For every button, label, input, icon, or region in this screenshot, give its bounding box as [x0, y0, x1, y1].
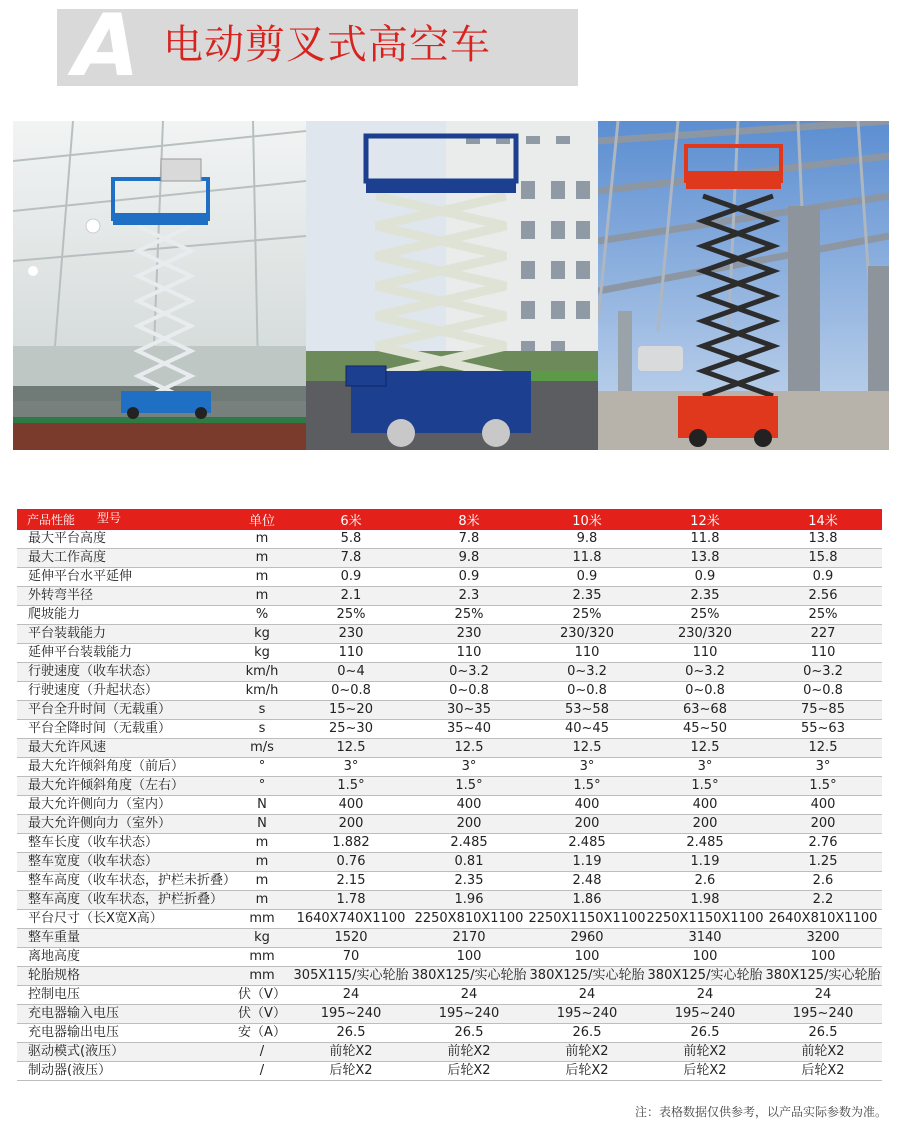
table-cell: 200 — [410, 815, 528, 834]
table-cell: 5.8 — [292, 530, 410, 549]
unit-header: 单位 — [232, 509, 292, 530]
table-cell: 1.19 — [528, 853, 646, 872]
table-cell: 后轮X2 — [646, 1062, 764, 1081]
table-cell: 13.8 — [764, 530, 882, 549]
corner-col-label: 型号 — [97, 511, 122, 525]
row-label: 爬坡能力 — [17, 606, 232, 625]
table-cell: 25% — [528, 606, 646, 625]
table-row — [17, 1024, 882, 1043]
photo-steel-structure — [598, 121, 889, 450]
table-row — [17, 606, 882, 625]
row-unit: % — [232, 606, 292, 625]
model-header: 10米 — [528, 509, 646, 530]
row-label: 平台全降时间（无载重） — [17, 720, 232, 739]
table-cell: 1640X740X1100 — [292, 910, 410, 929]
table-cell: 2.3 — [410, 587, 528, 606]
table-cell: 25% — [764, 606, 882, 625]
table-cell: 后轮X2 — [292, 1062, 410, 1081]
table-cell: 1.98 — [646, 891, 764, 910]
table-cell: 24 — [410, 986, 528, 1005]
table-row — [17, 891, 882, 910]
table-cell: 2.485 — [646, 834, 764, 853]
table-row — [17, 739, 882, 758]
table-cell: 7.8 — [410, 530, 528, 549]
table-cell: 230/320 — [528, 625, 646, 644]
table-cell: 26.5 — [292, 1024, 410, 1043]
table-cell: 3° — [528, 758, 646, 777]
row-label: 整车高度（收车状态，护栏折叠） — [17, 891, 232, 910]
table-cell: 100 — [764, 948, 882, 967]
row-unit: km/h — [232, 682, 292, 701]
table-cell: 前轮X2 — [528, 1043, 646, 1062]
table-cell: 24 — [292, 986, 410, 1005]
table-row — [17, 1005, 882, 1024]
row-unit: s — [232, 720, 292, 739]
photo-indoor-tennis-court — [13, 121, 306, 450]
row-unit: N — [232, 815, 292, 834]
table-cell: 24 — [528, 986, 646, 1005]
table-cell: 195~240 — [292, 1005, 410, 1024]
page-title: 电动剪叉式高空车 — [163, 22, 491, 68]
row-unit: m — [232, 587, 292, 606]
row-unit: ° — [232, 777, 292, 796]
table-row — [17, 929, 882, 948]
table-cell: 9.8 — [410, 549, 528, 568]
table-cell: 前轮X2 — [292, 1043, 410, 1062]
table-cell: 400 — [646, 796, 764, 815]
table-cell: 3140 — [646, 929, 764, 948]
table-cell: 2.56 — [764, 587, 882, 606]
table-cell: 200 — [292, 815, 410, 834]
table-row — [17, 853, 882, 872]
table-cell: 15~20 — [292, 701, 410, 720]
table-cell: 230 — [410, 625, 528, 644]
table-cell: 11.8 — [528, 549, 646, 568]
table-cell: 400 — [410, 796, 528, 815]
table-cell: 12.5 — [528, 739, 646, 758]
table-cell: 1.5° — [528, 777, 646, 796]
table-cell: 1.96 — [410, 891, 528, 910]
table-cell: 2250X1150X1100 — [646, 910, 764, 929]
table-cell: 0.81 — [410, 853, 528, 872]
table-cell: 12.5 — [292, 739, 410, 758]
row-label: 最大允许倾斜角度（左右） — [17, 777, 232, 796]
table-cell: 0.76 — [292, 853, 410, 872]
table-cell: 25~30 — [292, 720, 410, 739]
table-cell: 前轮X2 — [764, 1043, 882, 1062]
table-cell: 0~0.8 — [764, 682, 882, 701]
table-cell: 2.76 — [764, 834, 882, 853]
table-cell: 后轮X2 — [764, 1062, 882, 1081]
table-cell: 1.5° — [292, 777, 410, 796]
corner-row-label: 产品性能 — [27, 513, 76, 527]
row-unit: kg — [232, 625, 292, 644]
row-label: 充电器输出电压 — [17, 1024, 232, 1043]
row-unit: s — [232, 701, 292, 720]
table-cell: 1520 — [292, 929, 410, 948]
row-label: 整车长度（收车状态） — [17, 834, 232, 853]
table-cell: 3° — [764, 758, 882, 777]
row-label: 最大允许侧向力（室内） — [17, 796, 232, 815]
row-label: 整车高度（收车状态，护栏未折叠） — [17, 872, 232, 891]
table-cell: 1.78 — [292, 891, 410, 910]
row-label: 延伸平台水平延伸 — [17, 568, 232, 587]
table-cell: 1.5° — [646, 777, 764, 796]
table-cell: 15.8 — [764, 549, 882, 568]
table-cell: 380X125/实心轮胎 — [646, 967, 764, 986]
row-unit: 伏（V） — [232, 986, 292, 1005]
table-row — [17, 834, 882, 853]
table-cell: 2.1 — [292, 587, 410, 606]
table-cell: 40~45 — [528, 720, 646, 739]
table-row — [17, 549, 882, 568]
row-unit: m — [232, 530, 292, 549]
table-cell: 12.5 — [764, 739, 882, 758]
row-label: 制动器(液压） — [17, 1062, 232, 1081]
table-row — [17, 815, 882, 834]
table-cell: 9.8 — [528, 530, 646, 549]
table-cell: 2170 — [410, 929, 528, 948]
table-cell: 400 — [764, 796, 882, 815]
table-cell: 2250X810X1100 — [410, 910, 528, 929]
table-cell: 110 — [646, 644, 764, 663]
table-cell: 0~0.8 — [528, 682, 646, 701]
table-cell: 2640X810X1100 — [764, 910, 882, 929]
row-label: 整车宽度（收车状态） — [17, 853, 232, 872]
row-unit: m — [232, 853, 292, 872]
table-row — [17, 986, 882, 1005]
table-cell: 0~3.2 — [528, 663, 646, 682]
table-cell: 0~4 — [292, 663, 410, 682]
table-cell: 0~0.8 — [646, 682, 764, 701]
table-cell: 230 — [292, 625, 410, 644]
table-cell: 前轮X2 — [410, 1043, 528, 1062]
row-label: 最大允许侧向力（室外） — [17, 815, 232, 834]
table-cell: 75~85 — [764, 701, 882, 720]
table-cell: 2.485 — [528, 834, 646, 853]
table-cell: 25% — [410, 606, 528, 625]
table-cell: 后轮X2 — [528, 1062, 646, 1081]
table-cell: 0.9 — [646, 568, 764, 587]
table-cell: 110 — [764, 644, 882, 663]
table-cell: 0~3.2 — [410, 663, 528, 682]
row-unit: m — [232, 872, 292, 891]
row-label: 延伸平台装载能力 — [17, 644, 232, 663]
table-cell: 26.5 — [410, 1024, 528, 1043]
row-unit: m — [232, 891, 292, 910]
table-cell: 305X115/实心轮胎 — [292, 967, 410, 986]
table-cell: 0.9 — [410, 568, 528, 587]
row-label: 驱动模式(液压） — [17, 1043, 232, 1062]
table-cell: 0.9 — [528, 568, 646, 587]
row-label: 平台装载能力 — [17, 625, 232, 644]
table-cell: 380X125/实心轮胎 — [528, 967, 646, 986]
table-row — [17, 910, 882, 929]
table-cell: 0.9 — [764, 568, 882, 587]
row-label: 平台全升时间（无载重） — [17, 701, 232, 720]
table-cell: 400 — [292, 796, 410, 815]
table-cell: 110 — [292, 644, 410, 663]
row-unit: mm — [232, 948, 292, 967]
table-cell: 2.35 — [410, 872, 528, 891]
table-cell: 195~240 — [764, 1005, 882, 1024]
table-row — [17, 587, 882, 606]
table-cell: 2.6 — [646, 872, 764, 891]
table-row — [17, 625, 882, 644]
table-cell: 100 — [646, 948, 764, 967]
table-cell: 195~240 — [646, 1005, 764, 1024]
table-row — [17, 720, 882, 739]
table-cell: 195~240 — [410, 1005, 528, 1024]
row-label: 最大允许倾斜角度（前后） — [17, 758, 232, 777]
row-unit: kg — [232, 929, 292, 948]
table-cell: 380X125/实心轮胎 — [764, 967, 882, 986]
table-cell: 1.25 — [764, 853, 882, 872]
table-cell: 1.882 — [292, 834, 410, 853]
table-cell: 110 — [528, 644, 646, 663]
footnote: 注：表格数据仅供参考，以产品实际参数为准。 — [634, 1105, 887, 1119]
section-banner — [57, 0, 578, 96]
table-cell: 0~3.2 — [764, 663, 882, 682]
table-cell: 12.5 — [410, 739, 528, 758]
model-header: 12米 — [646, 509, 764, 530]
row-unit: mm — [232, 910, 292, 929]
spec-table — [17, 509, 882, 1081]
table-cell: 7.8 — [292, 549, 410, 568]
row-unit: m — [232, 549, 292, 568]
table-cell: 1.19 — [646, 853, 764, 872]
table-row — [17, 701, 882, 720]
row-unit: km/h — [232, 663, 292, 682]
row-label: 平台尺寸（长X宽X高） — [17, 910, 232, 929]
table-cell: 2.485 — [410, 834, 528, 853]
table-row — [17, 1062, 882, 1081]
row-unit: N — [232, 796, 292, 815]
table-cell: 0~0.8 — [410, 682, 528, 701]
row-label: 行驶速度（升起状态） — [17, 682, 232, 701]
row-unit: m — [232, 834, 292, 853]
table-cell: 1.5° — [764, 777, 882, 796]
row-label: 整车重量 — [17, 929, 232, 948]
table-cell: 3° — [410, 758, 528, 777]
table-cell: 200 — [528, 815, 646, 834]
model-header: 8米 — [410, 509, 528, 530]
table-cell: 2.15 — [292, 872, 410, 891]
row-label: 控制电压 — [17, 986, 232, 1005]
table-cell: 195~240 — [528, 1005, 646, 1024]
table-cell: 53~58 — [528, 701, 646, 720]
table-cell: 200 — [764, 815, 882, 834]
table-cell: 24 — [764, 986, 882, 1005]
row-label: 最大工作高度 — [17, 549, 232, 568]
table-cell: 100 — [528, 948, 646, 967]
row-label: 离地高度 — [17, 948, 232, 967]
table-cell: 227 — [764, 625, 882, 644]
table-cell: 45~50 — [646, 720, 764, 739]
table-cell: 12.5 — [646, 739, 764, 758]
table-cell: 24 — [646, 986, 764, 1005]
row-label: 行驶速度（收车状态） — [17, 663, 232, 682]
row-unit: m/s — [232, 739, 292, 758]
row-label: 轮胎规格 — [17, 967, 232, 986]
table-cell: 25% — [292, 606, 410, 625]
model-header: 14米 — [764, 509, 882, 530]
table-row — [17, 644, 882, 663]
table-cell: 380X125/实心轮胎 — [410, 967, 528, 986]
table-cell: 2960 — [528, 929, 646, 948]
table-row — [17, 872, 882, 891]
table-cell: 26.5 — [764, 1024, 882, 1043]
table-row — [17, 777, 882, 796]
table-cell: 1.86 — [528, 891, 646, 910]
table-cell: 400 — [528, 796, 646, 815]
table-row — [17, 948, 882, 967]
table-cell: 2.2 — [764, 891, 882, 910]
table-cell: 2.35 — [646, 587, 764, 606]
table-cell: 2.48 — [528, 872, 646, 891]
row-unit: / — [232, 1043, 292, 1062]
section-letter: A — [73, 0, 140, 96]
table-cell: 11.8 — [646, 530, 764, 549]
table-row — [17, 663, 882, 682]
photo-building-facade — [306, 121, 598, 450]
row-unit: mm — [232, 967, 292, 986]
table-cell: 2.35 — [528, 587, 646, 606]
table-row — [17, 568, 882, 587]
row-label: 外转弯半径 — [17, 587, 232, 606]
table-row — [17, 758, 882, 777]
row-label: 充电器输入电压 — [17, 1005, 232, 1024]
row-unit: 安（A） — [232, 1024, 292, 1043]
row-label: 最大平台高度 — [17, 530, 232, 549]
table-row — [17, 682, 882, 701]
table-cell: 100 — [410, 948, 528, 967]
row-unit: kg — [232, 644, 292, 663]
corner-header — [17, 509, 232, 530]
table-cell: 200 — [646, 815, 764, 834]
table-cell: 30~35 — [410, 701, 528, 720]
row-label: 最大允许风速 — [17, 739, 232, 758]
table-cell: 63~68 — [646, 701, 764, 720]
table-cell: 230/320 — [646, 625, 764, 644]
table-cell: 前轮X2 — [646, 1043, 764, 1062]
table-cell: 35~40 — [410, 720, 528, 739]
table-cell: 70 — [292, 948, 410, 967]
table-cell: 3° — [292, 758, 410, 777]
row-unit: ° — [232, 758, 292, 777]
table-cell: 0~0.8 — [292, 682, 410, 701]
table-cell: 后轮X2 — [410, 1062, 528, 1081]
table-cell: 3° — [646, 758, 764, 777]
table-header-row — [17, 509, 882, 530]
table-cell: 0.9 — [292, 568, 410, 587]
table-cell: 2250X1150X1100 — [528, 910, 646, 929]
table-cell: 13.8 — [646, 549, 764, 568]
table-cell: 110 — [410, 644, 528, 663]
spec-table-body — [17, 530, 882, 1081]
table-cell: 26.5 — [528, 1024, 646, 1043]
table-cell: 25% — [646, 606, 764, 625]
table-cell: 55~63 — [764, 720, 882, 739]
table-cell: 2.6 — [764, 872, 882, 891]
row-unit: 伏（V） — [232, 1005, 292, 1024]
table-row — [17, 530, 882, 549]
row-unit: m — [232, 568, 292, 587]
table-cell: 26.5 — [646, 1024, 764, 1043]
table-cell: 0~3.2 — [646, 663, 764, 682]
table-cell: 1.5° — [410, 777, 528, 796]
model-header: 6米 — [292, 509, 410, 530]
table-cell: 3200 — [764, 929, 882, 948]
table-row — [17, 796, 882, 815]
table-row — [17, 967, 882, 986]
row-unit: / — [232, 1062, 292, 1081]
table-row — [17, 1043, 882, 1062]
